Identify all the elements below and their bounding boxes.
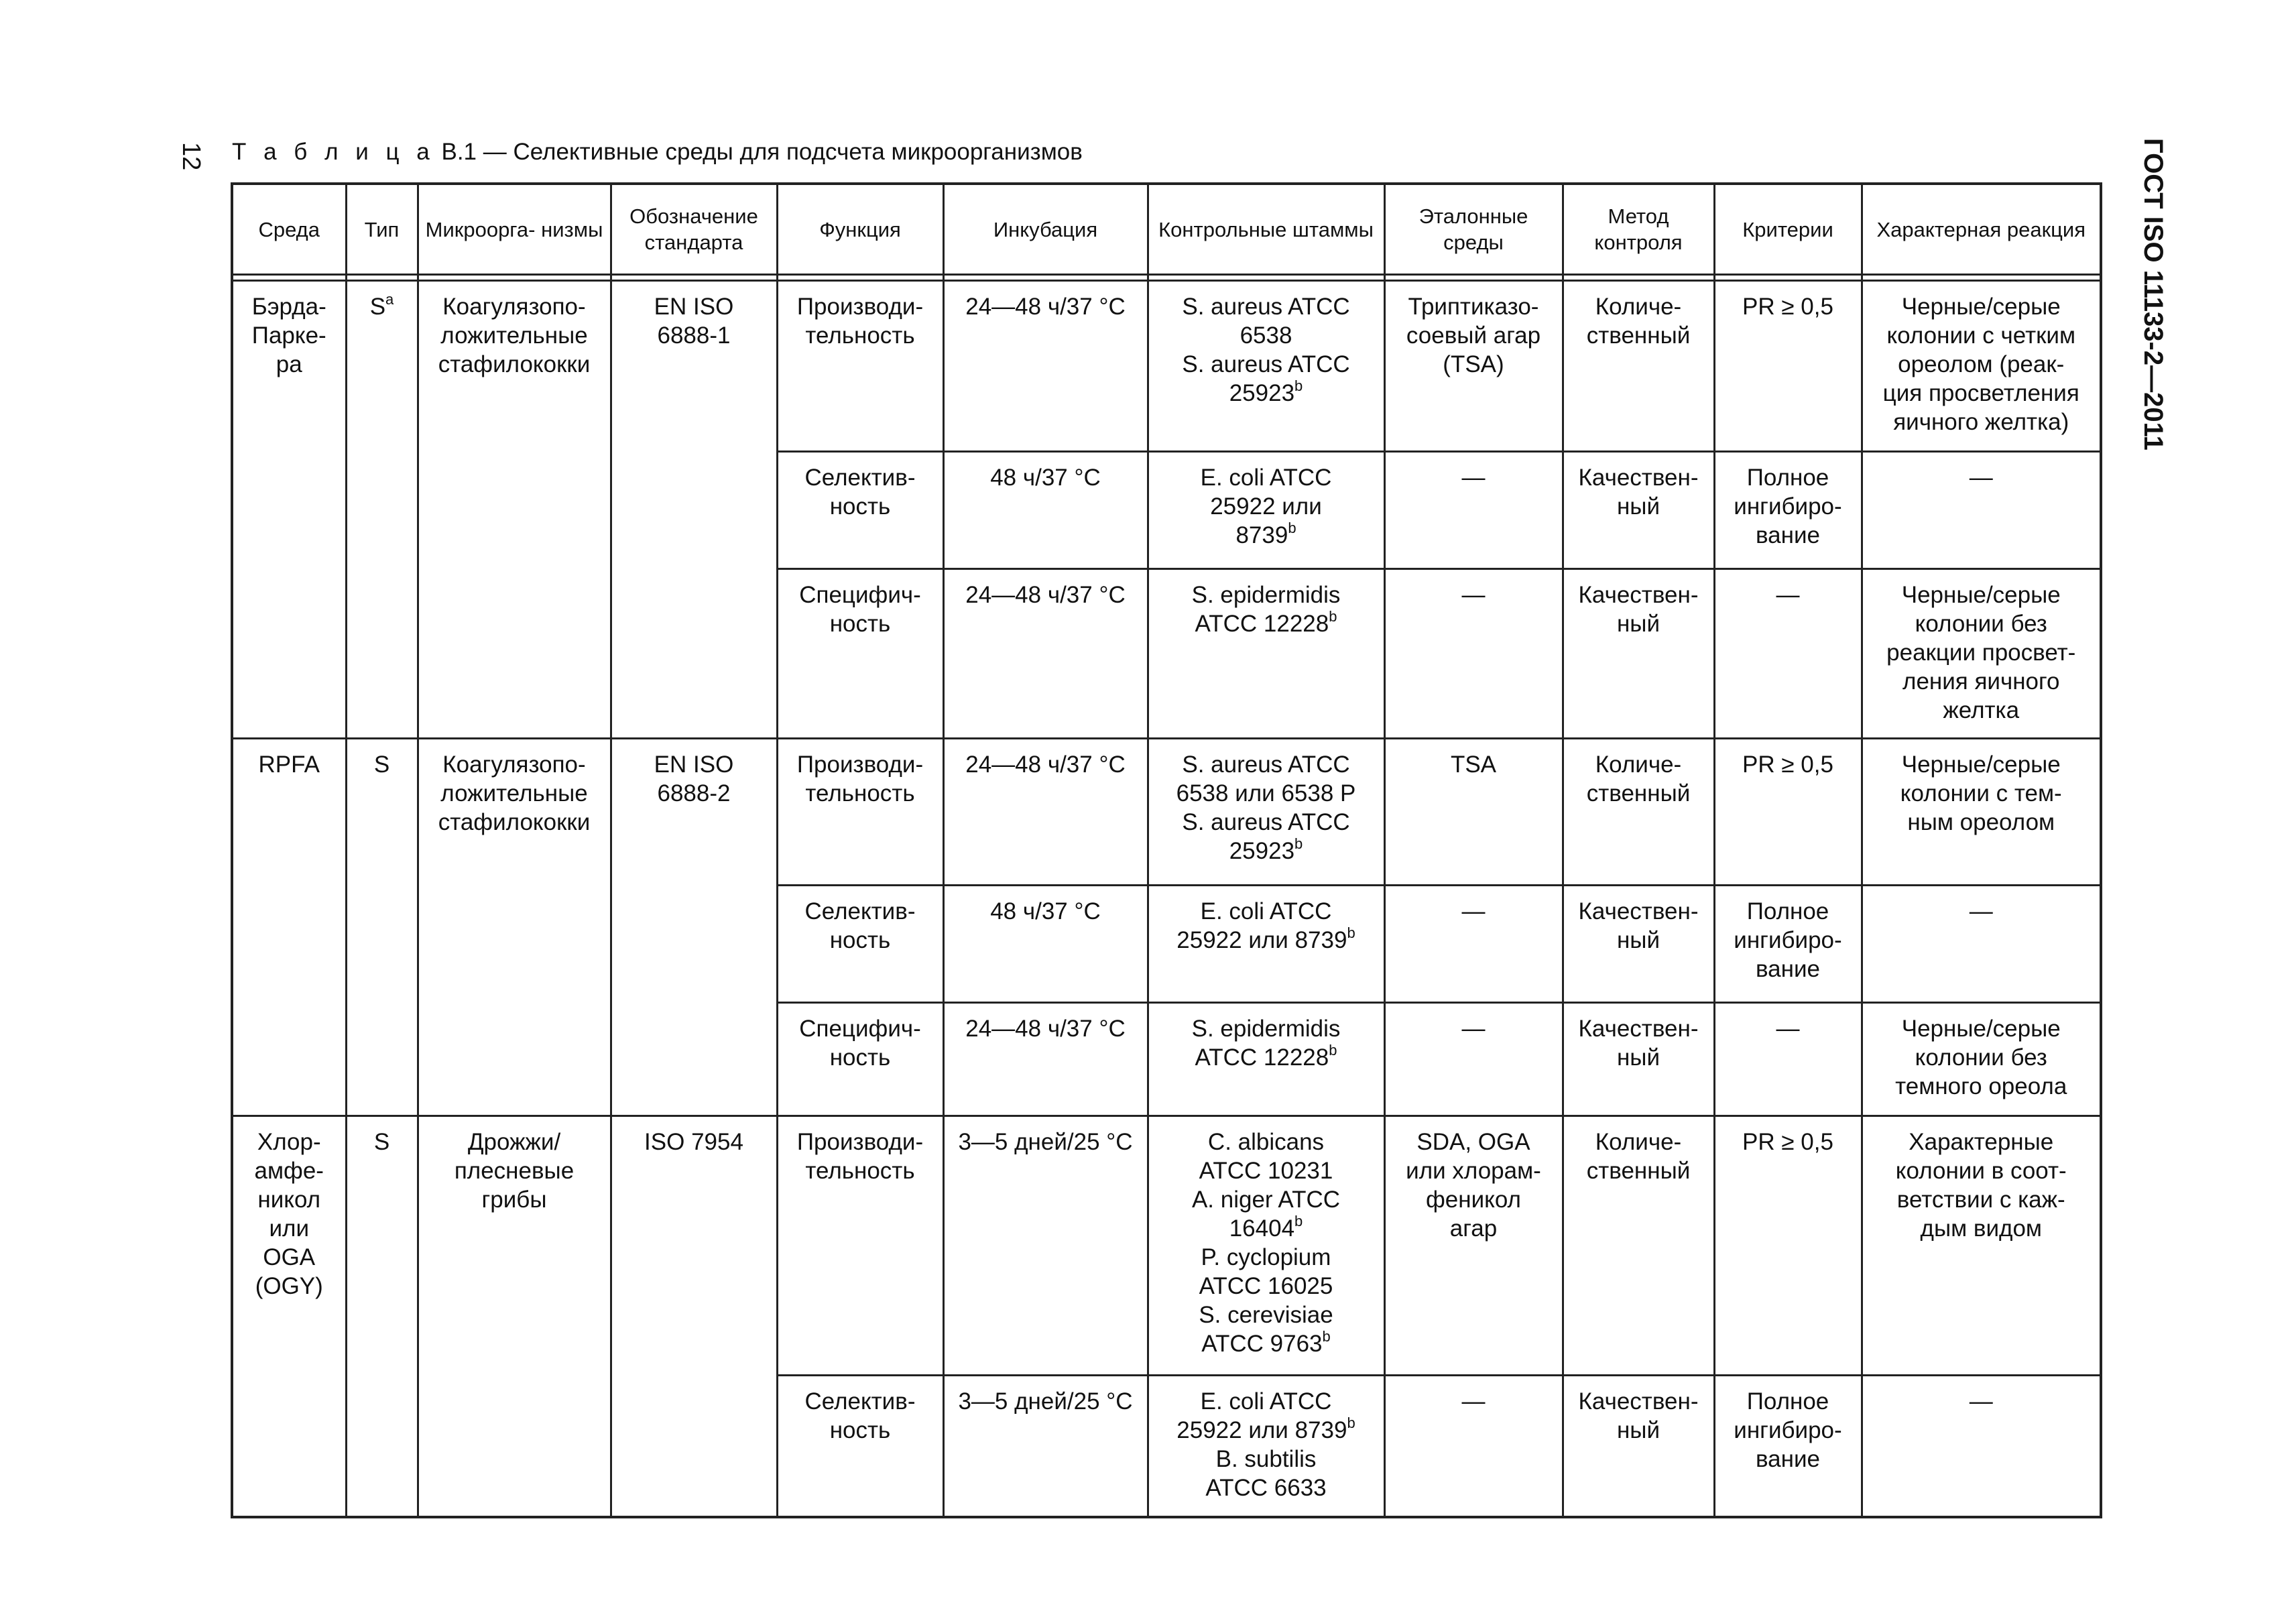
strain-line: ATCC 16025 [1199, 1273, 1333, 1299]
table-row [232, 281, 2101, 452]
cell-strains: S. aureus ATCC 6538 S. aureus ATCC 25923$^b$ [1148, 281, 1384, 452]
cell-criteria: Полное ингибиро- вание [1714, 886, 1862, 1003]
cell-function: Селектив- ность [777, 1376, 943, 1518]
cell-strains: S. aureus ATCC 6538 или 6538 P S. aureus ATCC 25923$^b$ [1148, 739, 1384, 886]
cell-organisms: Коагулязопо- ложительные стафилококки [418, 739, 611, 1116]
cell-standard: EN ISO 6888-1 [611, 281, 777, 739]
cell-organisms: Дрожжи/ плесневые грибы [418, 1116, 611, 1518]
cell-standard: ISO 7954 [611, 1116, 777, 1518]
strain-line: ATCC 10231 [1199, 1158, 1333, 1184]
cell-incubation: 24—48 ч/37 °С [943, 739, 1148, 886]
cell-criteria: PR ≥ 0,5 [1714, 281, 1862, 452]
strain-line: A. niger ATCC [1191, 1187, 1341, 1213]
cell-reaction: Черные/серые колонии без реакции просвет- ления яичного желтка [1862, 569, 2101, 739]
cell-reaction: — [1862, 452, 2101, 569]
cell-reference: — [1384, 1003, 1563, 1116]
table-row [232, 739, 2101, 886]
cell-criteria: Полное ингибиро- вание [1714, 452, 1862, 569]
cell-strains: S. epidermidis ATCC 12228$^b$ [1148, 1003, 1384, 1116]
header-organisms: Микроорга- низмы [418, 184, 611, 275]
cell-method: Качествен- ный [1563, 1003, 1714, 1116]
cell-strains: E. coli ATCC 25922 или 8739$^b$ [1148, 452, 1384, 569]
media-table [231, 182, 2102, 1518]
cell-type: S [346, 739, 418, 1116]
cell-reference: — [1384, 569, 1563, 739]
caption-title: — Селективные среды для подсчета микроорганизмов [483, 139, 1083, 165]
cell-incubation: 24—48 ч/37 °С [943, 281, 1148, 452]
page-number: 12 [177, 142, 205, 171]
header-standard: Обозначение стандарта [611, 184, 777, 275]
strain-line: P. cyclopium [1201, 1244, 1331, 1270]
cell-reference: — [1384, 452, 1563, 569]
cell-criteria: PR ≥ 0,5 [1714, 739, 1862, 886]
caption-number: B.1 [441, 139, 477, 165]
strain-line: ATCC 9763$^b$ [1201, 1328, 1331, 1357]
cell-reaction: Характерные колонии в соот- ветствии с каж- дым видом [1862, 1116, 2101, 1376]
cell-reaction: Черные/серые колонии с четким ореолом (реак- ция просветления яичного желтка) [1862, 281, 2101, 452]
cell-function: Производи- тельность [777, 1116, 943, 1376]
cell-method: Количе- ственный [1563, 281, 1714, 452]
cell-criteria: — [1714, 569, 1862, 739]
cell-incubation: 48 ч/37 °С [943, 886, 1148, 1003]
cell-criteria: — [1714, 1003, 1862, 1116]
cell-reaction: — [1862, 1376, 2101, 1518]
cell-function: Селектив- ность [777, 452, 943, 569]
strain-line: C. albicans [1207, 1129, 1325, 1155]
cell-reference: — [1384, 886, 1563, 1003]
cell-method: Качествен- ный [1563, 886, 1714, 1003]
cell-method: Количе- ственный [1563, 1116, 1714, 1376]
cell-incubation: 24—48 ч/37 °С [943, 1003, 1148, 1116]
cell-criteria: PR ≥ 0,5 [1714, 1116, 1862, 1376]
cell-reference: Триптиказо- соевый агар (TSA) [1384, 281, 1563, 452]
cell-incubation: 3—5 дней/25 °С [943, 1116, 1148, 1376]
cell-method: Качествен- ный [1563, 1376, 1714, 1518]
header-type: Тип [346, 184, 418, 275]
cell-function: Специфич- ность [777, 1003, 943, 1116]
cell-standard: EN ISO 6888-2 [611, 739, 777, 1116]
cell-method: Количе- ственный [1563, 739, 1714, 886]
strain-line: 25922 или 8739$^b$ [1176, 1415, 1355, 1443]
cell-incubation: 24—48 ч/37 °С [943, 569, 1148, 739]
strain-line: S. cerevisiae [1199, 1302, 1333, 1328]
cell-function: Специфич- ность [777, 569, 943, 739]
cell-reference: — [1384, 1376, 1563, 1518]
header-criteria: Критерии [1714, 184, 1862, 275]
cell-type: $S^a$ [346, 281, 418, 739]
cell-method: Качествен- ный [1563, 452, 1714, 569]
document-id: ГОСТ ISO 11133-2—2011 [2138, 138, 2168, 450]
cell-reaction: Черные/серые колонии с тем- ным ореолом [1862, 739, 2101, 886]
cell-reference: TSA [1384, 739, 1563, 886]
strain-line: 16404$^b$ [1229, 1213, 1303, 1242]
cell-reference: SDA, OGA или хлорам- феникол агар [1384, 1116, 1563, 1376]
header-incubation: Инкубация [943, 184, 1148, 275]
cell-reaction: — [1862, 886, 2101, 1003]
table-caption [232, 139, 1083, 166]
strain-line: E. coli ATCC [1200, 1388, 1332, 1415]
cell-function: Производи- тельность [777, 281, 943, 452]
cell-method: Качествен- ный [1563, 569, 1714, 739]
header-method: Метод контроля [1563, 184, 1714, 275]
header-strains: Контрольные штаммы [1148, 184, 1384, 275]
cell-incubation: 48 ч/37 °С [943, 452, 1148, 569]
cell-criteria: Полное ингибиро- вание [1714, 1376, 1862, 1518]
cell-strains [1148, 1376, 1384, 1518]
cell-incubation: 3—5 дней/25 °С [943, 1376, 1148, 1518]
cell-medium: Бэрда- Парке- ра [232, 281, 346, 739]
cell-strains: E. coli ATCC 25922 или 8739$^b$ [1148, 886, 1384, 1003]
strain-line: ATCC 6633 [1205, 1475, 1327, 1501]
cell-strains: S. epidermidis ATCC 12228$^b$ [1148, 569, 1384, 739]
cell-function: Производи- тельность [777, 739, 943, 886]
cell-function: Селектив- ность [777, 886, 943, 1003]
header-function: Функция [777, 184, 943, 275]
table-header-row [232, 184, 2101, 275]
header-reference: Эталонные среды [1384, 184, 1563, 275]
cell-type: S [346, 1116, 418, 1518]
header-reaction: Характерная реакция [1862, 184, 2101, 275]
cell-organisms: Коагулязопо- ложительные стафилококки [418, 281, 611, 739]
cell-medium: RPFA [232, 739, 346, 1116]
cell-reaction: Черные/серые колонии без темного ореола [1862, 1003, 2101, 1116]
header-medium: Среда [232, 184, 346, 275]
header-separator [232, 275, 2101, 281]
cell-strains [1148, 1116, 1384, 1376]
caption-prefix: Т а б л и ц а [232, 139, 435, 165]
strain-line: B. subtilis [1215, 1446, 1317, 1472]
cell-medium: Хлор- амфе- никол или OGA (OGY) [232, 1116, 346, 1518]
table-row [232, 1116, 2101, 1376]
